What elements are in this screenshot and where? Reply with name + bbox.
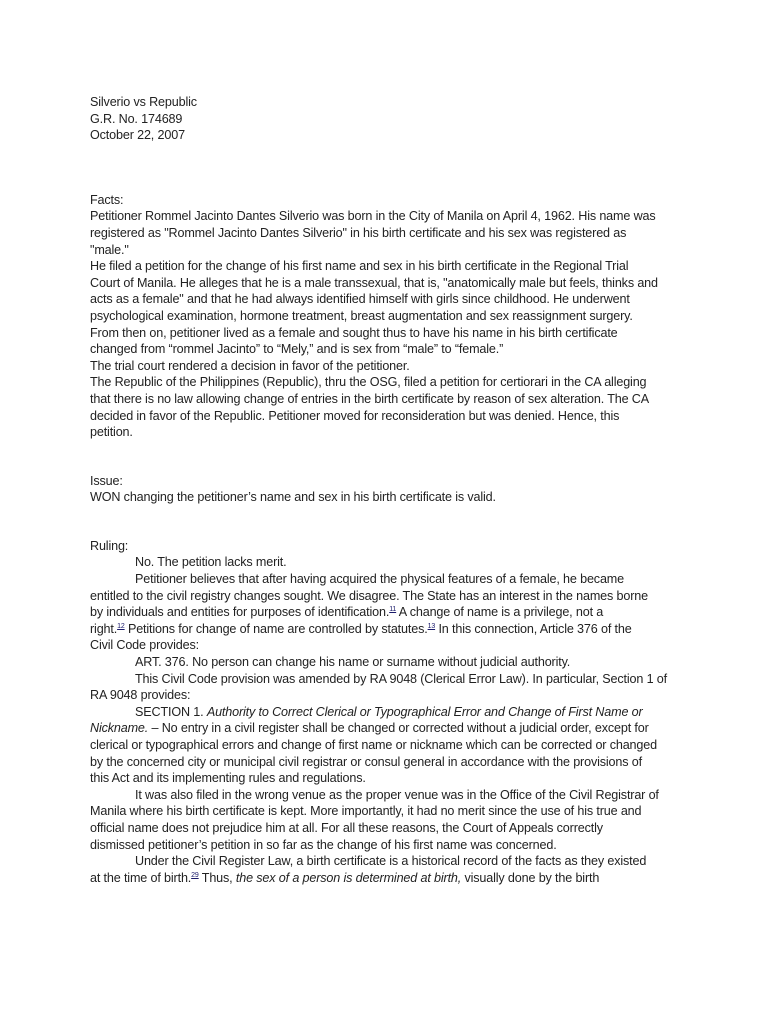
ruling-text: – No entry in a civil register shall be changed or corrected without a judicial order, except for	[148, 721, 649, 736]
section-label: SECTION 1.	[135, 704, 207, 719]
ruling-line: This Civil Code provision was amended by RA 9048 (Clerical Error Law). In particular, Section 1 of	[135, 671, 667, 686]
ruling-line: clerical or typographical errors and change of first name or nickname which can be corrected or changed	[90, 738, 657, 752]
ruling-line	[90, 704, 680, 721]
footnote-link[interactable]: 13	[427, 622, 436, 630]
facts-line: acts as a female" and that he had always identified himself with girls since childhood. He underwent	[90, 292, 630, 307]
ruling-text: by individuals and entities for purposes of identification.	[90, 605, 390, 620]
gr-number: G.R. No. 174689	[90, 111, 183, 126]
facts-line: Court of Manila. He alleges that he is a male transsexual, that is, "anatomically male but feels, thinks and	[90, 275, 658, 290]
ruling-line	[90, 621, 680, 638]
facts-line: "male."	[90, 242, 129, 257]
ruling-line: RA 9048 provides:	[90, 688, 191, 703]
facts-line: Petitioner Rommel Jacinto Dantes Silverio was born in the City of Manila on April 4, 1962. His name was	[90, 209, 656, 224]
facts-line: changed from “rommel Jacinto” to “Mely,” and is sex from “male” to “female.”	[90, 342, 504, 357]
ruling-line: official name does not prejudice him at all. For all these reasons, the Court of Appeals correctly	[90, 820, 603, 835]
ruling-line: No. The petition lacks merit.	[135, 555, 287, 570]
ruling-text: right.	[90, 621, 118, 636]
emphasized-text: the sex of a person is determined at birth,	[235, 870, 462, 885]
footnote-link[interactable]: 12	[117, 622, 125, 630]
facts-line: registered as "Rommel Jacinto Dantes Silverio" in his birth certificate and his sex was registered as	[90, 225, 627, 240]
spacer	[90, 144, 680, 176]
facts-line: psychological examination, hormone treatment, breast augmentation and sex reassignment surgery.	[90, 308, 633, 323]
spacer	[90, 506, 680, 538]
ruling-line	[90, 604, 680, 621]
facts-line: The trial court rendered a decision in favor of the petitioner.	[90, 358, 410, 373]
ruling-line: Petitioner believes that after having acquired the physical features of a female, he became	[135, 572, 624, 587]
ruling-line: Under the Civil Register Law, a birth certificate is a historical record of the facts as they existed	[135, 854, 647, 869]
ruling-line: this Act and its implementing rules and regulations.	[90, 771, 366, 786]
facts-line: The Republic of the Philippines (Republic), thru the OSG, filed a petition for certiorari in the CA alleging	[90, 375, 647, 390]
section-title: Nickname.	[90, 721, 149, 736]
spacer	[90, 176, 680, 192]
ruling-heading: Ruling:	[90, 538, 129, 553]
section-title: Authority to Correct Clerical or Typographical Error and Change of First Name or	[206, 704, 643, 719]
ruling-line: Manila where his birth certificate is kept. More importantly, it had no merit since the use of his true and	[90, 804, 642, 819]
footnote-link[interactable]: 11	[389, 606, 397, 614]
decision-date: October 22, 2007	[90, 128, 185, 143]
footnote-link[interactable]: 29	[191, 871, 199, 879]
ruling-line: Civil Code provides:	[90, 638, 199, 653]
ruling-text: Petitions for change of name are controlled by statutes.	[124, 621, 428, 636]
facts-heading: Facts:	[90, 192, 124, 207]
ruling-text: Thus,	[198, 870, 236, 885]
ruling-text: visually done by the birth	[461, 870, 600, 885]
ruling-text: at the time of birth.	[90, 870, 192, 885]
facts-line: From then on, petitioner lived as a female and sought thus to have his name in his birth certificate	[90, 325, 618, 340]
facts-line: He filed a petition for the change of his first name and sex in his birth certificate in the Regional Trial	[90, 259, 629, 274]
issue-heading: Issue:	[90, 473, 123, 488]
facts-line: petition.	[90, 425, 133, 440]
ruling-line: by the concerned city or municipal civil registrar or consul general in accordance with the provisions of	[90, 754, 642, 769]
document-page	[90, 94, 680, 886]
spacer	[90, 441, 680, 473]
issue-text: WON changing the petitioner’s name and sex in his birth certificate is valid.	[90, 490, 496, 505]
ruling-line: ART. 376. No person can change his name or surname without judicial authority.	[135, 655, 571, 670]
ruling-line	[90, 870, 680, 887]
case-title: Silverio vs Republic	[90, 95, 197, 109]
ruling-line	[90, 720, 680, 737]
facts-line: decided in favor of the Republic. Petitioner moved for reconsideration but was denied. Hence, this	[90, 408, 620, 423]
facts-body	[90, 208, 680, 440]
facts-line: that there is no law allowing change of entries in the birth certificate by reason of sex alteration. The CA	[90, 391, 649, 406]
ruling-line: dismissed petitioner’s petition in so far as the change of his first name was concerned.	[90, 837, 557, 852]
ruling-body	[90, 554, 680, 886]
ruling-line: entitled to the civil registry changes sought. We disagree. The State has an interest in the names borne	[90, 588, 648, 603]
ruling-line: It was also filed in the wrong venue as the proper venue was in the Office of the Civil Registrar of	[135, 787, 659, 802]
ruling-text: In this connection, Article 376 of the	[435, 621, 632, 636]
ruling-text: A change of name is a privilege, not a	[396, 605, 604, 620]
